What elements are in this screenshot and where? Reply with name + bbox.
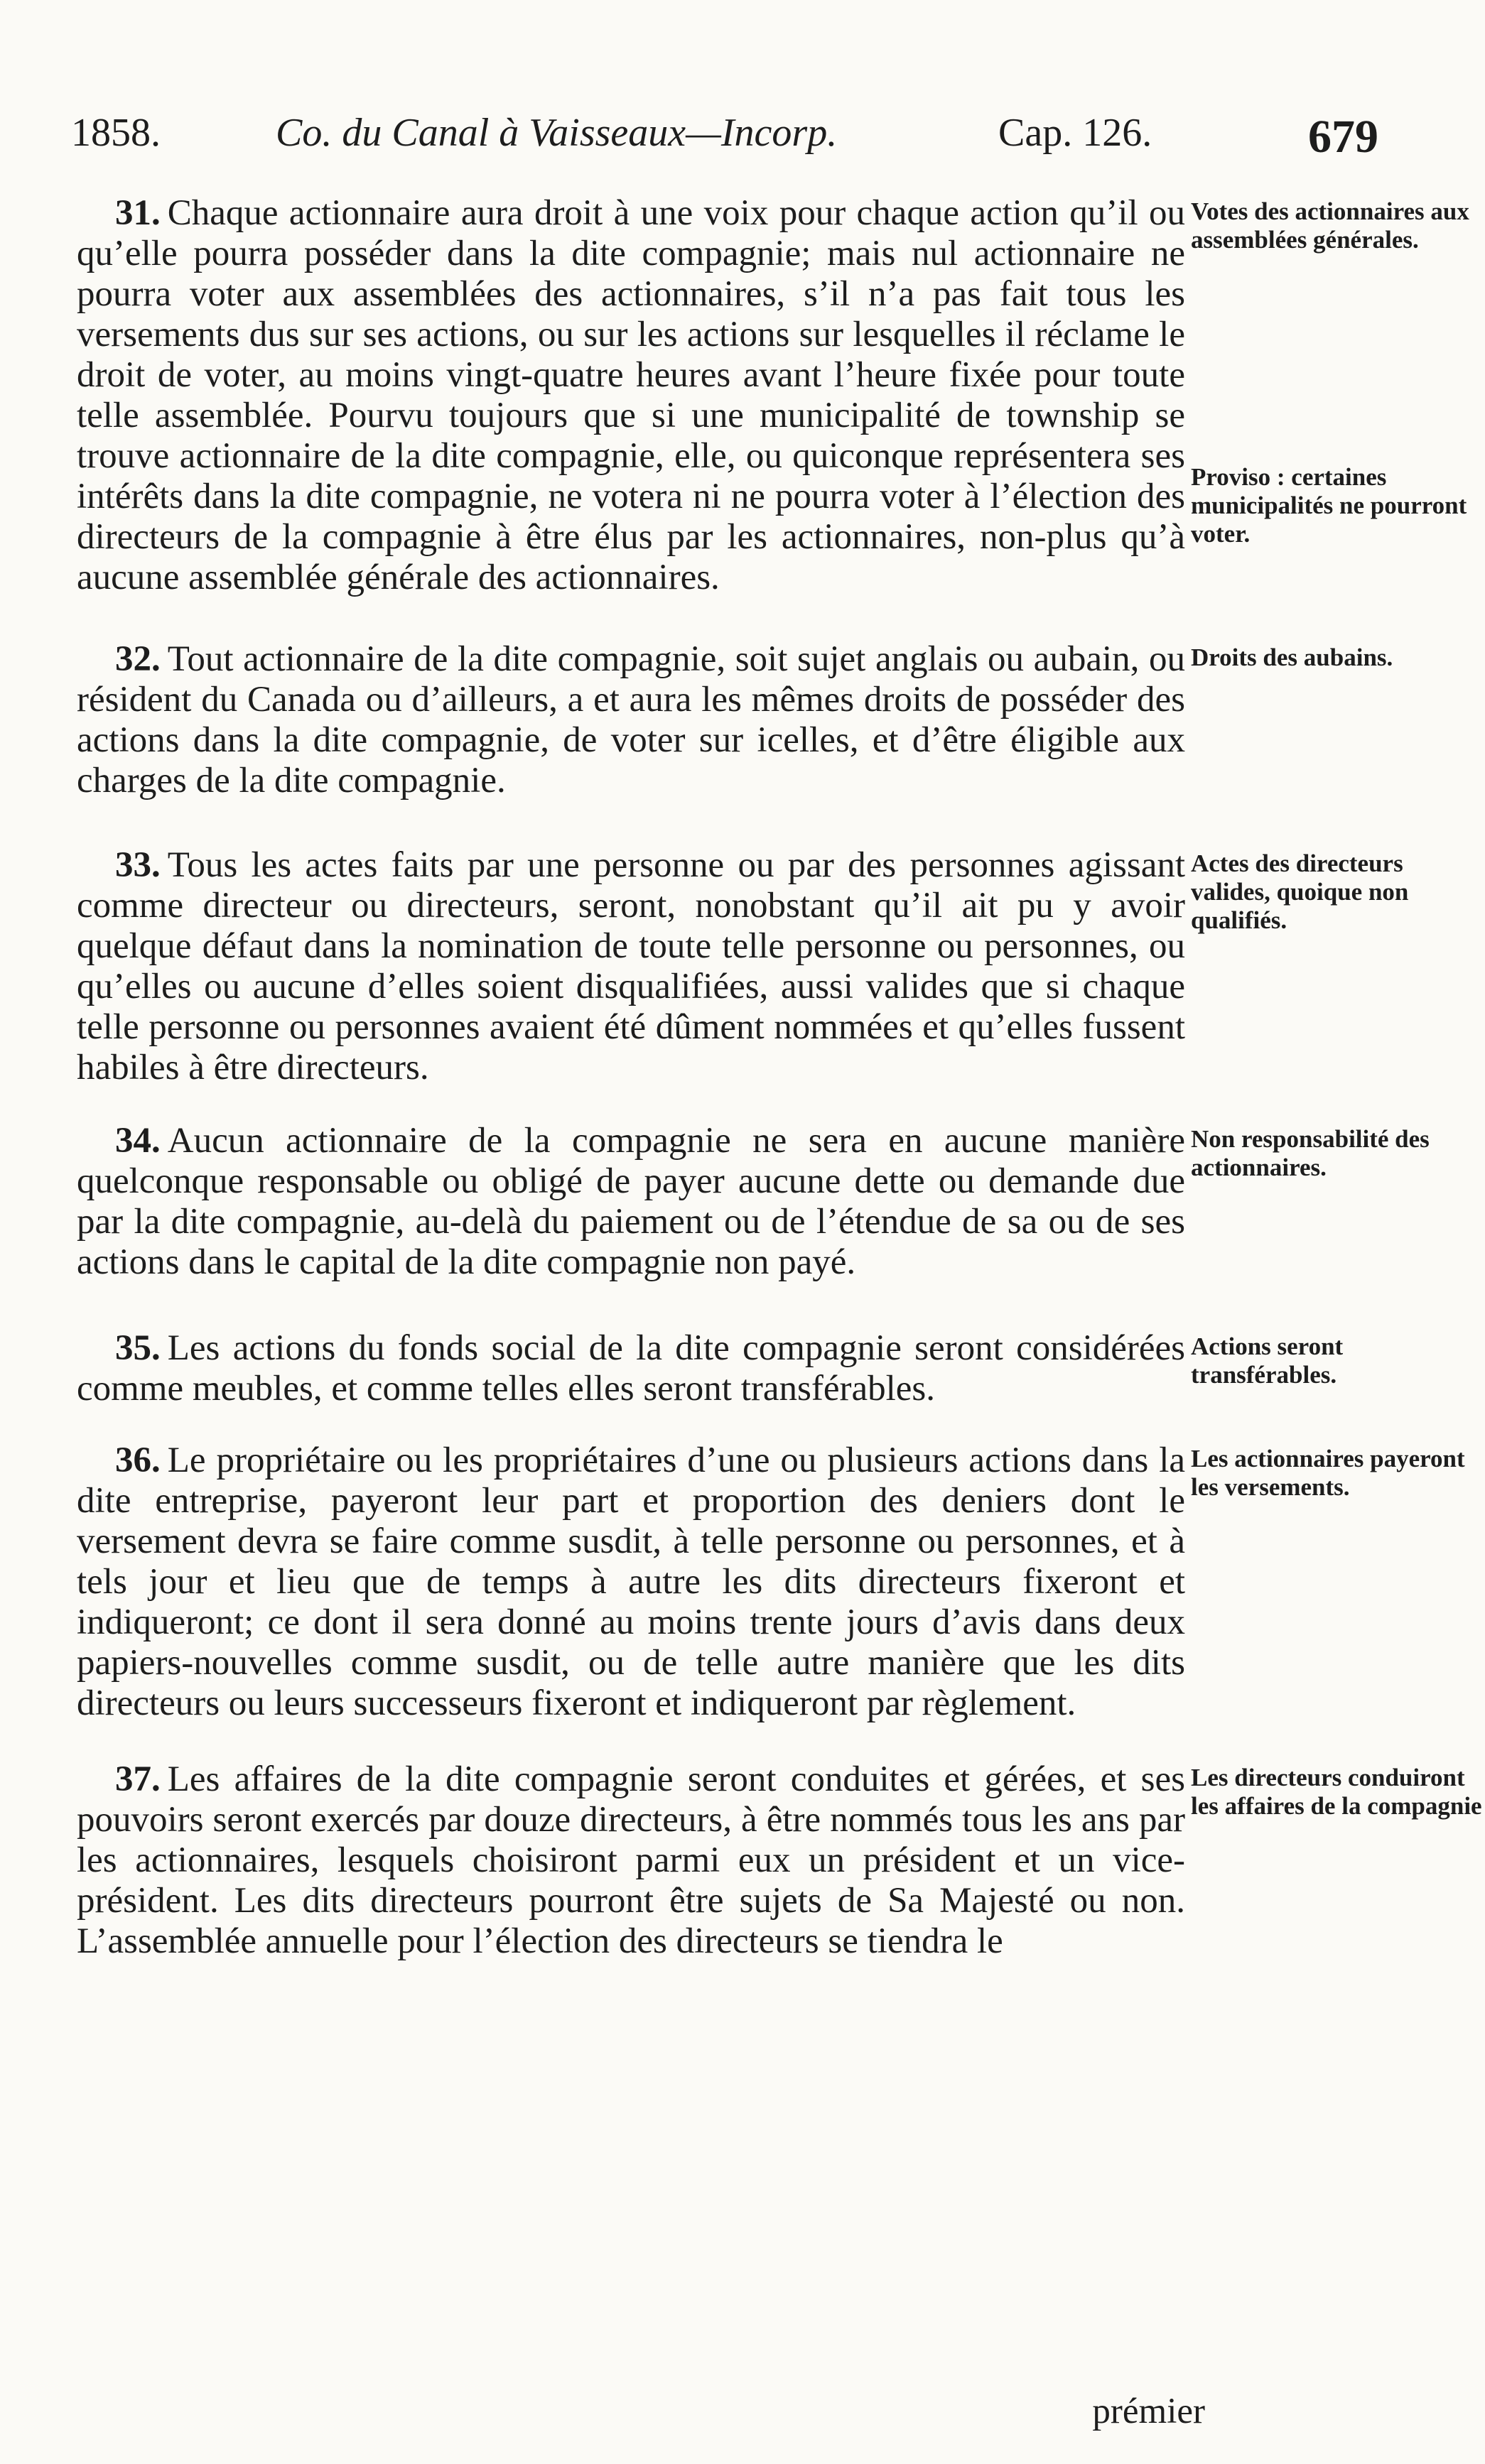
section-text: Aucun actionnaire de la compagnie ne sera en aucune manière quelconque responsable ou obligé de payer aucune dette ou demande due par la dite compagnie, au-delà du paiement ou de l’étendue de sa ou de ses actions dans le capital de la dite compagnie non payé. — [77, 1121, 1185, 1282]
section-text: Chaque actionnaire aura droit à une voix pour chaque action qu’il ou qu’elle pourra posséder dans la dite compagnie; mais nul actionnaire ne pourra voter aux assemblées des actionnaires, s’il n’a pas fait tous les versements dus sur ses actions, ou sur les actions sur lesquelles il réclame le droit de voter, au moins vingt-quatre heures avant l’heure fixée pour toute telle assemblée. Pourvu toujours que si une municipalité de township se trouve actionnaire de la dite compagnie, elle, ou quiconque représentera ses intérêts dans la dite compagnie, ne votera ni ne pourra voter à l’élection des directeurs de la compagnie à être élus par les actionnaires, non-plus qu’à aucune assemblée générale des actionnaires. — [77, 193, 1185, 597]
section-number: 36. — [115, 1440, 161, 1480]
section-35 — [77, 1328, 1344, 1409]
section-number: 33. — [115, 845, 161, 885]
margin-note: Les actionnaires payeront les versements. — [1191, 1445, 1465, 1501]
margin-note: Actions seront transférables. — [1191, 1333, 1344, 1389]
section-text: Le propriétaire ou les propriétaires d’une ou plusieurs actions dans la dite entreprise, payeront leur part et proportion des deniers dont le versement devra se faire comme susdit, à telle personne ou personnes, et à tels jour et lieu que de temps à autre les dits directeurs fixeront et indiqueront; ce dont il sera donné au moins trente jours d’avis dans deux papiers-nouvelles comme susdit, ou de telle autre manière que les dits directeurs ou leurs successeurs fixeront et indiqueront par règlement. — [77, 1440, 1185, 1723]
section-31 — [77, 193, 1469, 598]
section-number: 37. — [115, 1759, 161, 1799]
section-33 — [77, 845, 1409, 1088]
section-number: 31. — [115, 193, 161, 233]
section-text: Les affaires de la dite compagnie seront conduites et gérées, et ses pouvoirs seront exercés par douze directeurs, à être nommés tous les ans par les actionnaires, lesquels choisiront parmi eux un président et un vice-président. Les dits directeurs pourront être sujets de Sa Majesté ou non. L’assemblée annuelle pour l’élection des directeurs se tiendra le — [77, 1759, 1185, 1961]
margin-note: Non responsabilité des actionnaires. — [1191, 1125, 1430, 1181]
page-number: 679 — [1308, 111, 1378, 163]
section-36 — [77, 1440, 1465, 1724]
section-text: Tout actionnaire de la dite compagnie, soit sujet anglais ou aubain, ou résident du Canada ou d’ailleurs, a et aura les mêmes droits de posséder des actions dans la dite compagnie, de voter sur icelles, et d’être éligible aux charges de la dite compagnie. — [77, 639, 1185, 800]
margin-note: Droits des aubains. — [1191, 644, 1393, 671]
margin-note: Actes des directeurs valides, quoique non qualifiés. — [1191, 850, 1409, 934]
header-year: 1858. — [71, 111, 161, 155]
section-37 — [77, 1759, 1482, 1962]
section-34 — [77, 1121, 1430, 1283]
section-number: 35. — [115, 1328, 161, 1368]
body-text — [77, 193, 1482, 1962]
section-text: Tous les actes faits par une personne ou par des personnes agissant comme directeur ou directeurs, seront, nonobstant qu’il ait pu y avoir quelque défaut dans la nomination de toute telle personne ou personnes, ou qu’elles ou aucune d’elles soient disqualifiées, aussi valides que si chaque telle personne ou personnes avaient été dûment nommées et qu’elles fussent habiles à être directeurs. — [77, 845, 1185, 1087]
section-number: 34. — [115, 1121, 161, 1161]
margin-note: Votes des actionnaires aux assemblées générales. — [1191, 197, 1469, 254]
section-number: 32. — [115, 639, 161, 679]
header-title: Co. du Canal à Vaisseaux—Incorp. — [276, 111, 838, 155]
catchword: prémier — [1092, 2392, 1205, 2431]
section-text: Les actions du fonds social de la dite compagnie seront considérées comme meubles, et comme telles elles seront transférables. — [77, 1328, 1185, 1409]
running-header — [71, 110, 1378, 167]
margin-note: Proviso : certaines municipalités ne pourront voter. — [1191, 463, 1467, 548]
header-chapter: Cap. 126. — [998, 111, 1152, 155]
margin-note: Les directeurs conduiront les affaires de la compagnie — [1191, 1764, 1482, 1820]
section-32 — [77, 639, 1393, 801]
